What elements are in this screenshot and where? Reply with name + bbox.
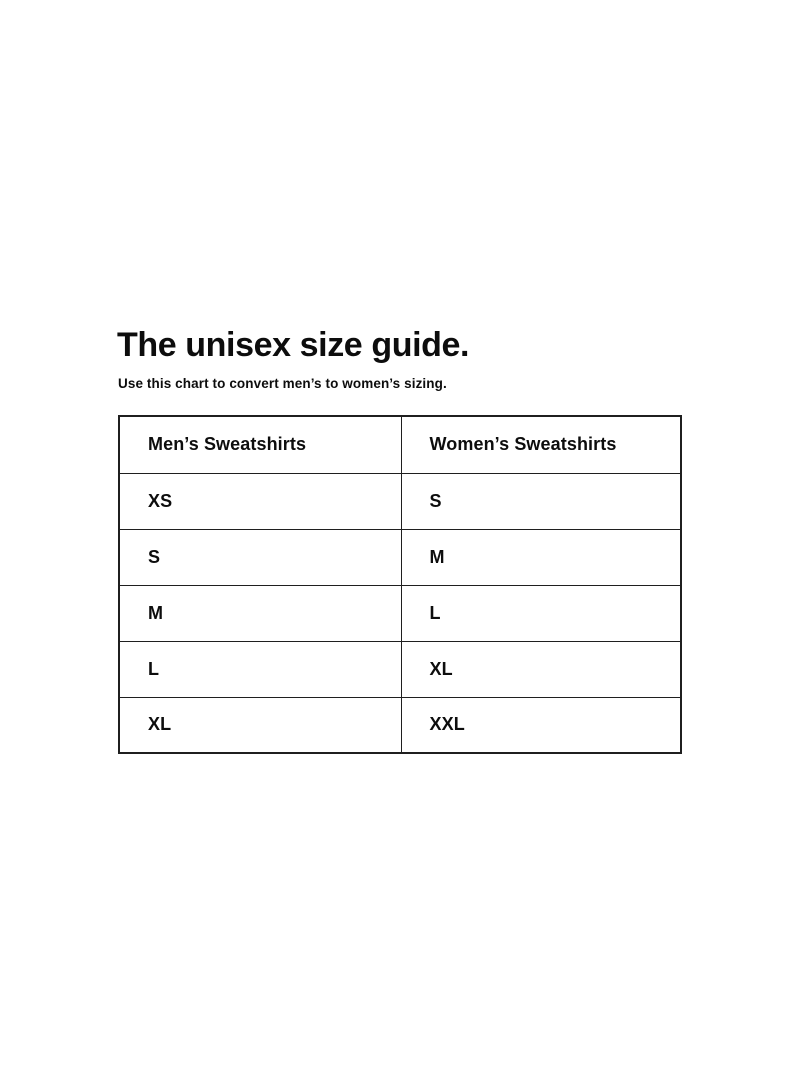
women-size-cell: XL [401, 641, 681, 697]
table-row [119, 585, 681, 641]
table-row [119, 473, 681, 529]
men-size-cell: XL [119, 697, 401, 753]
women-size-cell: L [401, 585, 681, 641]
table-row [119, 529, 681, 585]
size-conversion-table [118, 415, 682, 754]
table-header-row [119, 416, 681, 473]
women-column-header: Women’s Sweatshirts [401, 416, 681, 473]
page-subtitle: Use this chart to convert men’s to women’s sizing. [118, 376, 447, 391]
men-column-header: Men’s Sweatshirts [119, 416, 401, 473]
men-size-cell: S [119, 529, 401, 585]
men-size-cell: XS [119, 473, 401, 529]
men-size-cell: L [119, 641, 401, 697]
women-size-cell: S [401, 473, 681, 529]
table-row [119, 697, 681, 753]
men-size-cell: M [119, 585, 401, 641]
women-size-cell: M [401, 529, 681, 585]
page-title: The unisex size guide. [117, 326, 470, 364]
women-size-cell: XXL [401, 697, 681, 753]
table-row [119, 641, 681, 697]
